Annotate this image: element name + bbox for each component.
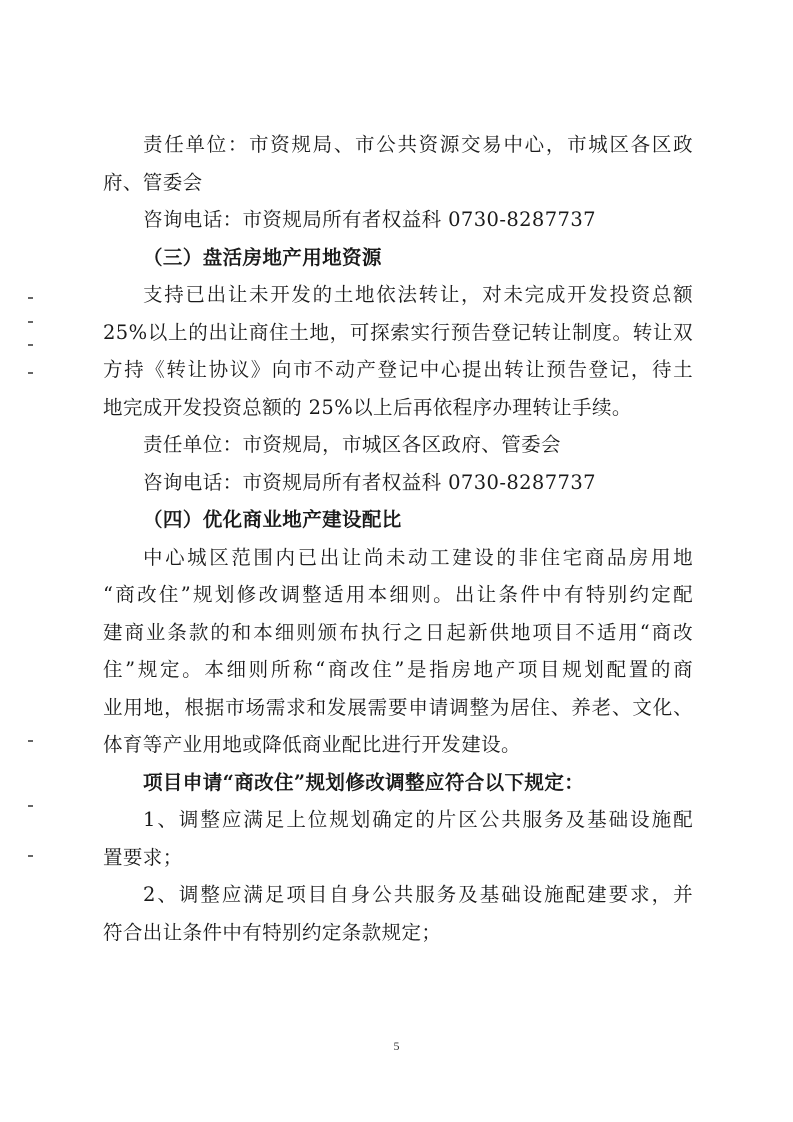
scan-mark [28,855,33,857]
paragraph-line: “商改住”规划修改调整适用本细则。出让条件中有特别约定配 [103,583,693,606]
page-number: 5 [393,1039,400,1053]
document-body [103,126,693,951]
scan-mark [28,372,33,374]
paragraph-line: 住”规定。本细则所称“商改住”是指房地产项目规划配置的商 [103,658,693,681]
list-item-1-cont: 置要求； [103,845,183,869]
paragraph-line: 方持《转让协议》向市不动产登记中心提出转让预告登记，待土 [103,358,693,381]
responsibility-line-cont: 府、管委会 [103,170,203,194]
scan-mark [28,297,33,299]
paragraph-line: 25%以上的出让商住土地，可探索实行预告登记转让制度。转让双 [103,320,693,344]
section-heading-3: （三）盘活房地产用地资源 [143,245,382,269]
paragraph-line: 建商业条款的和本细则颁布执行之日起新供地项目不适用“商改 [103,620,693,644]
paragraph-line: 体育等产业用地或降低商业配比进行开发建设。 [103,733,521,756]
list-item-1: 1、调整应满足上位规划确定的片区公共服务及基础设施配 [143,808,693,831]
section-heading-4: （四）优化商业地产建设配比 [143,508,402,531]
responsibility-line: 责任单位：市资规局，市城区各区政府、管委会 [143,433,561,456]
paragraph-line: 业用地，根据市场需求和发展需要申请调整为居住、养老、文化、 [103,695,693,719]
scan-mark [28,740,33,742]
paragraph-line: 地完成开发投资总额的 25%以上后再依程序办理转让手续。 [103,395,632,419]
paragraph-line: 中心城区范围内已出让尚未动工建设的非住宅商品房用地 [143,545,693,569]
paragraph-line: 支持已出让未开发的土地依法转让，对未完成开发投资总额 [143,283,693,306]
scan-mark [28,805,33,807]
regulation-intro: 项目申请“商改住”规划修改调整应符合以下规定： [143,770,585,794]
list-item-2-cont: 符合出让条件中有特别约定条款规定； [103,920,442,944]
contact-phone-line: 咨询电话：市资规局所有者权益科 0730-8287737 [143,208,596,231]
scan-mark [28,344,33,346]
responsibility-line: 责任单位：市资规局、市公共资源交易中心，市城区各区政 [143,133,693,156]
list-item-2: 2、调整应满足项目自身公共服务及基础设施配建要求，并 [143,883,693,906]
scan-mark [28,321,33,323]
contact-phone-line: 咨询电话：市资规局所有者权益科 0730-8287737 [143,470,596,494]
